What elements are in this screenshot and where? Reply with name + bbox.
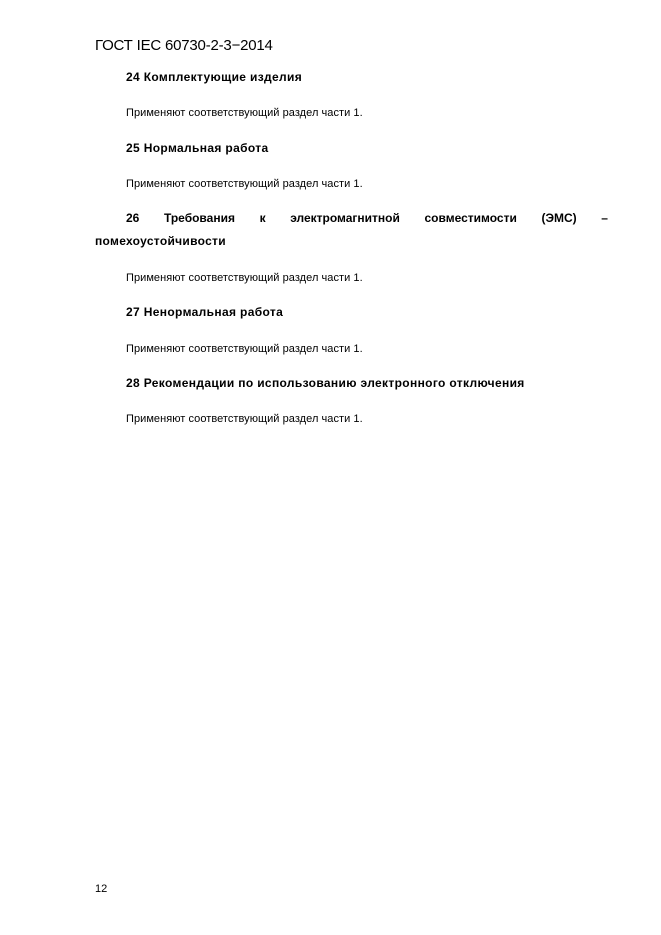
section-26-heading-word: электромагнитной: [290, 211, 400, 225]
section-25-heading: 25 Нормальная работа: [126, 141, 269, 155]
section-26-text: Применяют соответствующий раздел части 1.: [126, 272, 363, 284]
section-28-heading: 28 Рекомендации по использованию электронного отключения: [126, 376, 525, 390]
section-26-heading-word: к: [259, 211, 266, 225]
section-26-heading-word: (ЭМС): [541, 211, 577, 225]
section-26-heading-line-1: [126, 211, 608, 226]
section-25-text: Применяют соответствующий раздел части 1.: [126, 178, 363, 190]
section-26-heading-line-2: помехоустойчивости: [95, 234, 226, 248]
section-27-heading: 27 Ненормальная работа: [126, 305, 284, 319]
section-26-heading-word: 26: [126, 211, 140, 225]
section-24-text: Применяют соответствующий раздел части 1.: [126, 107, 363, 119]
section-26-heading-word: Требования: [163, 211, 235, 225]
section-28-text: Применяют соответствующий раздел части 1.: [126, 413, 363, 425]
page-number: 12: [95, 883, 108, 895]
section-26-heading-word: –: [601, 211, 608, 225]
standard-header: ГОСТ IEC 60730-2-3−2014: [95, 37, 273, 54]
section-24-heading: 24 Комплектующие изделия: [126, 70, 303, 84]
section-27-text: Применяют соответствующий раздел части 1.: [126, 343, 363, 355]
section-26-heading-word: совместимости: [424, 211, 517, 225]
